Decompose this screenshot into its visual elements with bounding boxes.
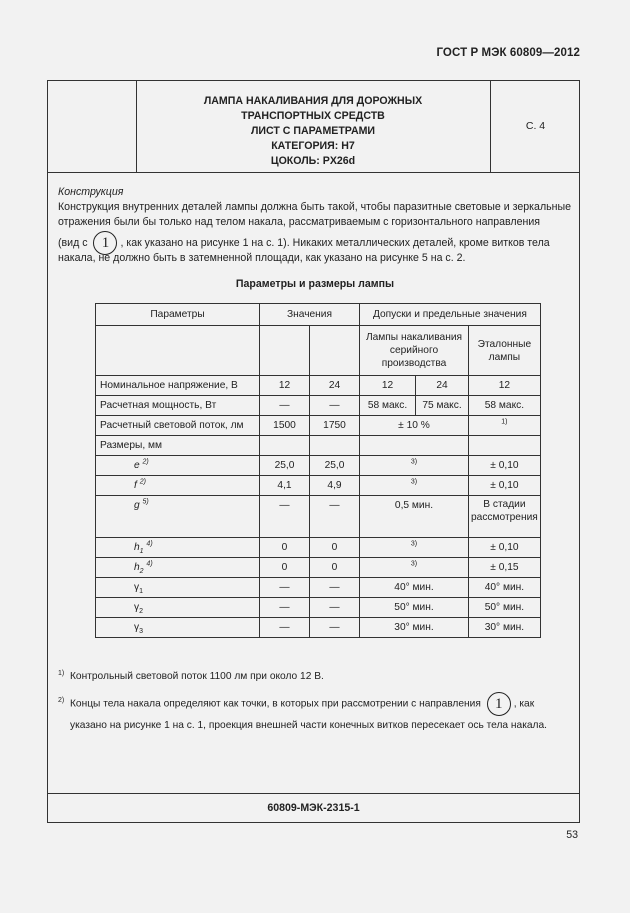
param-symbol: h	[134, 542, 140, 553]
table-caption: Параметры и размеры лампы	[235, 278, 395, 290]
value-cell: ± 0,10	[469, 456, 541, 476]
footnote-ref: 4)	[146, 540, 153, 548]
table-row	[96, 598, 541, 618]
value-cell	[469, 416, 541, 436]
value-cell: ± 0,10	[469, 538, 541, 558]
footnote-2-line2: указано на рисунке 1 на с. 1, проекция внешней части конечных витков пересекает ось тела накала.	[70, 720, 547, 731]
param-cell: Размеры, мм	[96, 436, 260, 456]
param-symbol: γ	[134, 582, 140, 593]
param-cell	[96, 476, 260, 496]
table-row	[96, 416, 541, 436]
table-row	[96, 496, 541, 538]
header-title-line: ЛАМПА НАКАЛИВАНИЯ ДЛЯ ДОРОЖНЫХ	[203, 95, 423, 107]
value-cell: 1750	[310, 416, 360, 436]
param-cell	[96, 578, 260, 598]
value-cell: 4,9	[310, 476, 360, 496]
table-row	[96, 618, 541, 638]
body-text: , как указано на рисунке 1 на с. 1). Никаких металлических деталей, кроме витков тела	[120, 236, 550, 249]
document-code: 60809-МЭК-2315-1	[47, 793, 580, 822]
value-cell: —	[260, 496, 310, 538]
param-symbol: e	[134, 460, 140, 471]
table-row	[96, 558, 541, 578]
value-cell: 30° мин.	[360, 618, 469, 638]
value-cell: 0	[310, 538, 360, 558]
empty-cell	[260, 436, 310, 456]
param-symbol: h	[134, 562, 140, 573]
value-cell: 25,0	[310, 456, 360, 476]
value-cell: 58 макс.	[469, 396, 541, 416]
parameters-table	[95, 303, 541, 638]
value-cell: 12	[360, 376, 416, 396]
param-subscript: 1	[139, 548, 144, 556]
value-cell: 40° мин.	[360, 578, 469, 598]
value-cell: —	[260, 598, 310, 618]
value-cell: 0	[260, 538, 310, 558]
empty-cell	[96, 326, 260, 376]
value-cell	[360, 456, 469, 476]
param-cell: Расчетный световой поток, лм	[96, 416, 260, 436]
param-subscript: 2	[139, 608, 143, 616]
table-row	[96, 578, 541, 598]
value-cell: —	[310, 618, 360, 638]
value-cell: 58 макс.	[360, 396, 416, 416]
empty-cell	[310, 436, 360, 456]
param-cell: Номинальное напряжение, В	[96, 376, 260, 396]
param-cell	[96, 618, 260, 638]
footnote-ref: 3)	[410, 458, 418, 466]
header-cell: Допуски и предельные значения	[360, 304, 541, 326]
value-cell: —	[310, 578, 360, 598]
footnote-ref: 2)	[139, 478, 146, 486]
value-cell	[360, 476, 469, 496]
standard-number: ГОСТ Р МЭК 60809—2012	[436, 47, 580, 59]
value-cell: —	[310, 598, 360, 618]
value-cell: ± 10 %	[360, 416, 469, 436]
param-cell	[96, 558, 260, 578]
value-cell: 4,1	[260, 476, 310, 496]
table-row	[96, 436, 541, 456]
sheet-page: С. 4	[525, 120, 546, 132]
header-cell: Параметры	[96, 304, 260, 326]
header-title-line: ТРАНСПОРТНЫХ СРЕДСТВ	[241, 110, 385, 122]
param-symbol: f	[134, 480, 137, 491]
param-symbol: g	[134, 500, 140, 511]
table-row	[96, 376, 541, 396]
empty-cell	[360, 436, 469, 456]
header-cell: Значения	[260, 304, 360, 326]
value-cell: В стадии рассмотрения	[469, 496, 541, 538]
value-cell: 24	[310, 376, 360, 396]
footer-rule	[47, 822, 580, 823]
value-cell: 0	[310, 558, 360, 578]
footnote-ref: 4)	[146, 560, 153, 568]
empty-cell	[260, 326, 310, 376]
footnote-text: , как	[513, 698, 535, 710]
footnote-ref: 3)	[410, 560, 418, 568]
footnote-ref: 3)	[410, 478, 418, 486]
footnote-mark: 2)	[58, 697, 65, 704]
value-cell: 30° мин.	[469, 618, 541, 638]
header-title-line: ЦОКОЛЬ: PX26d	[270, 155, 356, 167]
value-cell: 12	[469, 376, 541, 396]
param-symbol: γ	[134, 622, 140, 633]
value-cell: —	[310, 496, 360, 538]
value-cell: 50° мин.	[469, 598, 541, 618]
table-row	[96, 456, 541, 476]
table-row	[96, 396, 541, 416]
param-subscript: 2	[139, 568, 144, 576]
footnote-ref: 3)	[410, 540, 418, 548]
param-cell	[96, 496, 260, 538]
header-title-line: КАТЕГОРИЯ: H7	[271, 140, 355, 152]
sheet-header	[47, 80, 580, 173]
value-cell: 25,0	[260, 456, 310, 476]
table-row	[96, 476, 541, 496]
body-text: (вид с	[58, 236, 88, 249]
value-cell: —	[310, 396, 360, 416]
value-cell	[360, 558, 469, 578]
section-title: Конструкция	[58, 186, 124, 198]
value-cell: —	[260, 618, 310, 638]
view-direction-marker: 1	[487, 692, 511, 716]
param-subscript: 3	[139, 628, 143, 636]
header-title-cell	[136, 80, 491, 172]
value-cell: 0	[260, 558, 310, 578]
footnote-ref: 2)	[142, 458, 149, 466]
footnote-1: Контрольный световой поток 1100 лм при около 12 В.	[70, 671, 324, 682]
empty-cell	[469, 436, 541, 456]
footnote-ref: 5)	[142, 498, 149, 506]
value-cell: 40° мин.	[469, 578, 541, 598]
header-cell: Лампы накаливания серийного производства	[360, 326, 469, 376]
value-cell: 75 макс.	[416, 396, 469, 416]
body-paragraph: Конструкция внутренних деталей лампы должна быть такой, чтобы паразитные световые и зеркальные отражения были бы только над телом накала, рассматриваемым с горизонтального направления	[58, 201, 571, 228]
param-symbol: γ	[134, 602, 140, 613]
param-subscript: 1	[139, 588, 143, 596]
value-cell: 12	[260, 376, 310, 396]
view-direction-marker: 1	[93, 231, 117, 255]
param-cell	[96, 456, 260, 476]
header-left-cell	[47, 80, 137, 172]
param-cell	[96, 598, 260, 618]
value-cell	[360, 538, 469, 558]
value-cell: 24	[416, 376, 469, 396]
value-cell: 50° мин.	[360, 598, 469, 618]
value-cell: —	[260, 578, 310, 598]
value-cell: ± 0,10	[469, 476, 541, 496]
footnote-ref: 1)	[501, 418, 508, 426]
header-title	[136, 94, 490, 169]
page-number: 53	[566, 829, 578, 841]
value-cell: 1500	[260, 416, 310, 436]
empty-cell	[310, 326, 360, 376]
footnote-mark: 1)	[58, 670, 65, 677]
value-cell: 0,5 мин.	[360, 496, 469, 538]
value-cell: ± 0,15	[469, 558, 541, 578]
footnote-2-line1	[70, 692, 571, 716]
table-row	[96, 538, 541, 558]
param-cell	[96, 538, 260, 558]
body-line: накала, не должно быть в затемненной площади, как указано на рисунке 5 на с. 2.	[58, 252, 466, 264]
header-title-line: ЛИСТ С ПАРАМЕТРАМИ	[250, 125, 376, 137]
footnote-text: Концы тела накала определяют как точки, в которых при рассмотрении с направления	[70, 698, 481, 710]
param-cell: Расчетная мощность, Вт	[96, 396, 260, 416]
header-cell: Эталонные лампы	[469, 326, 541, 376]
value-cell: —	[260, 396, 310, 416]
